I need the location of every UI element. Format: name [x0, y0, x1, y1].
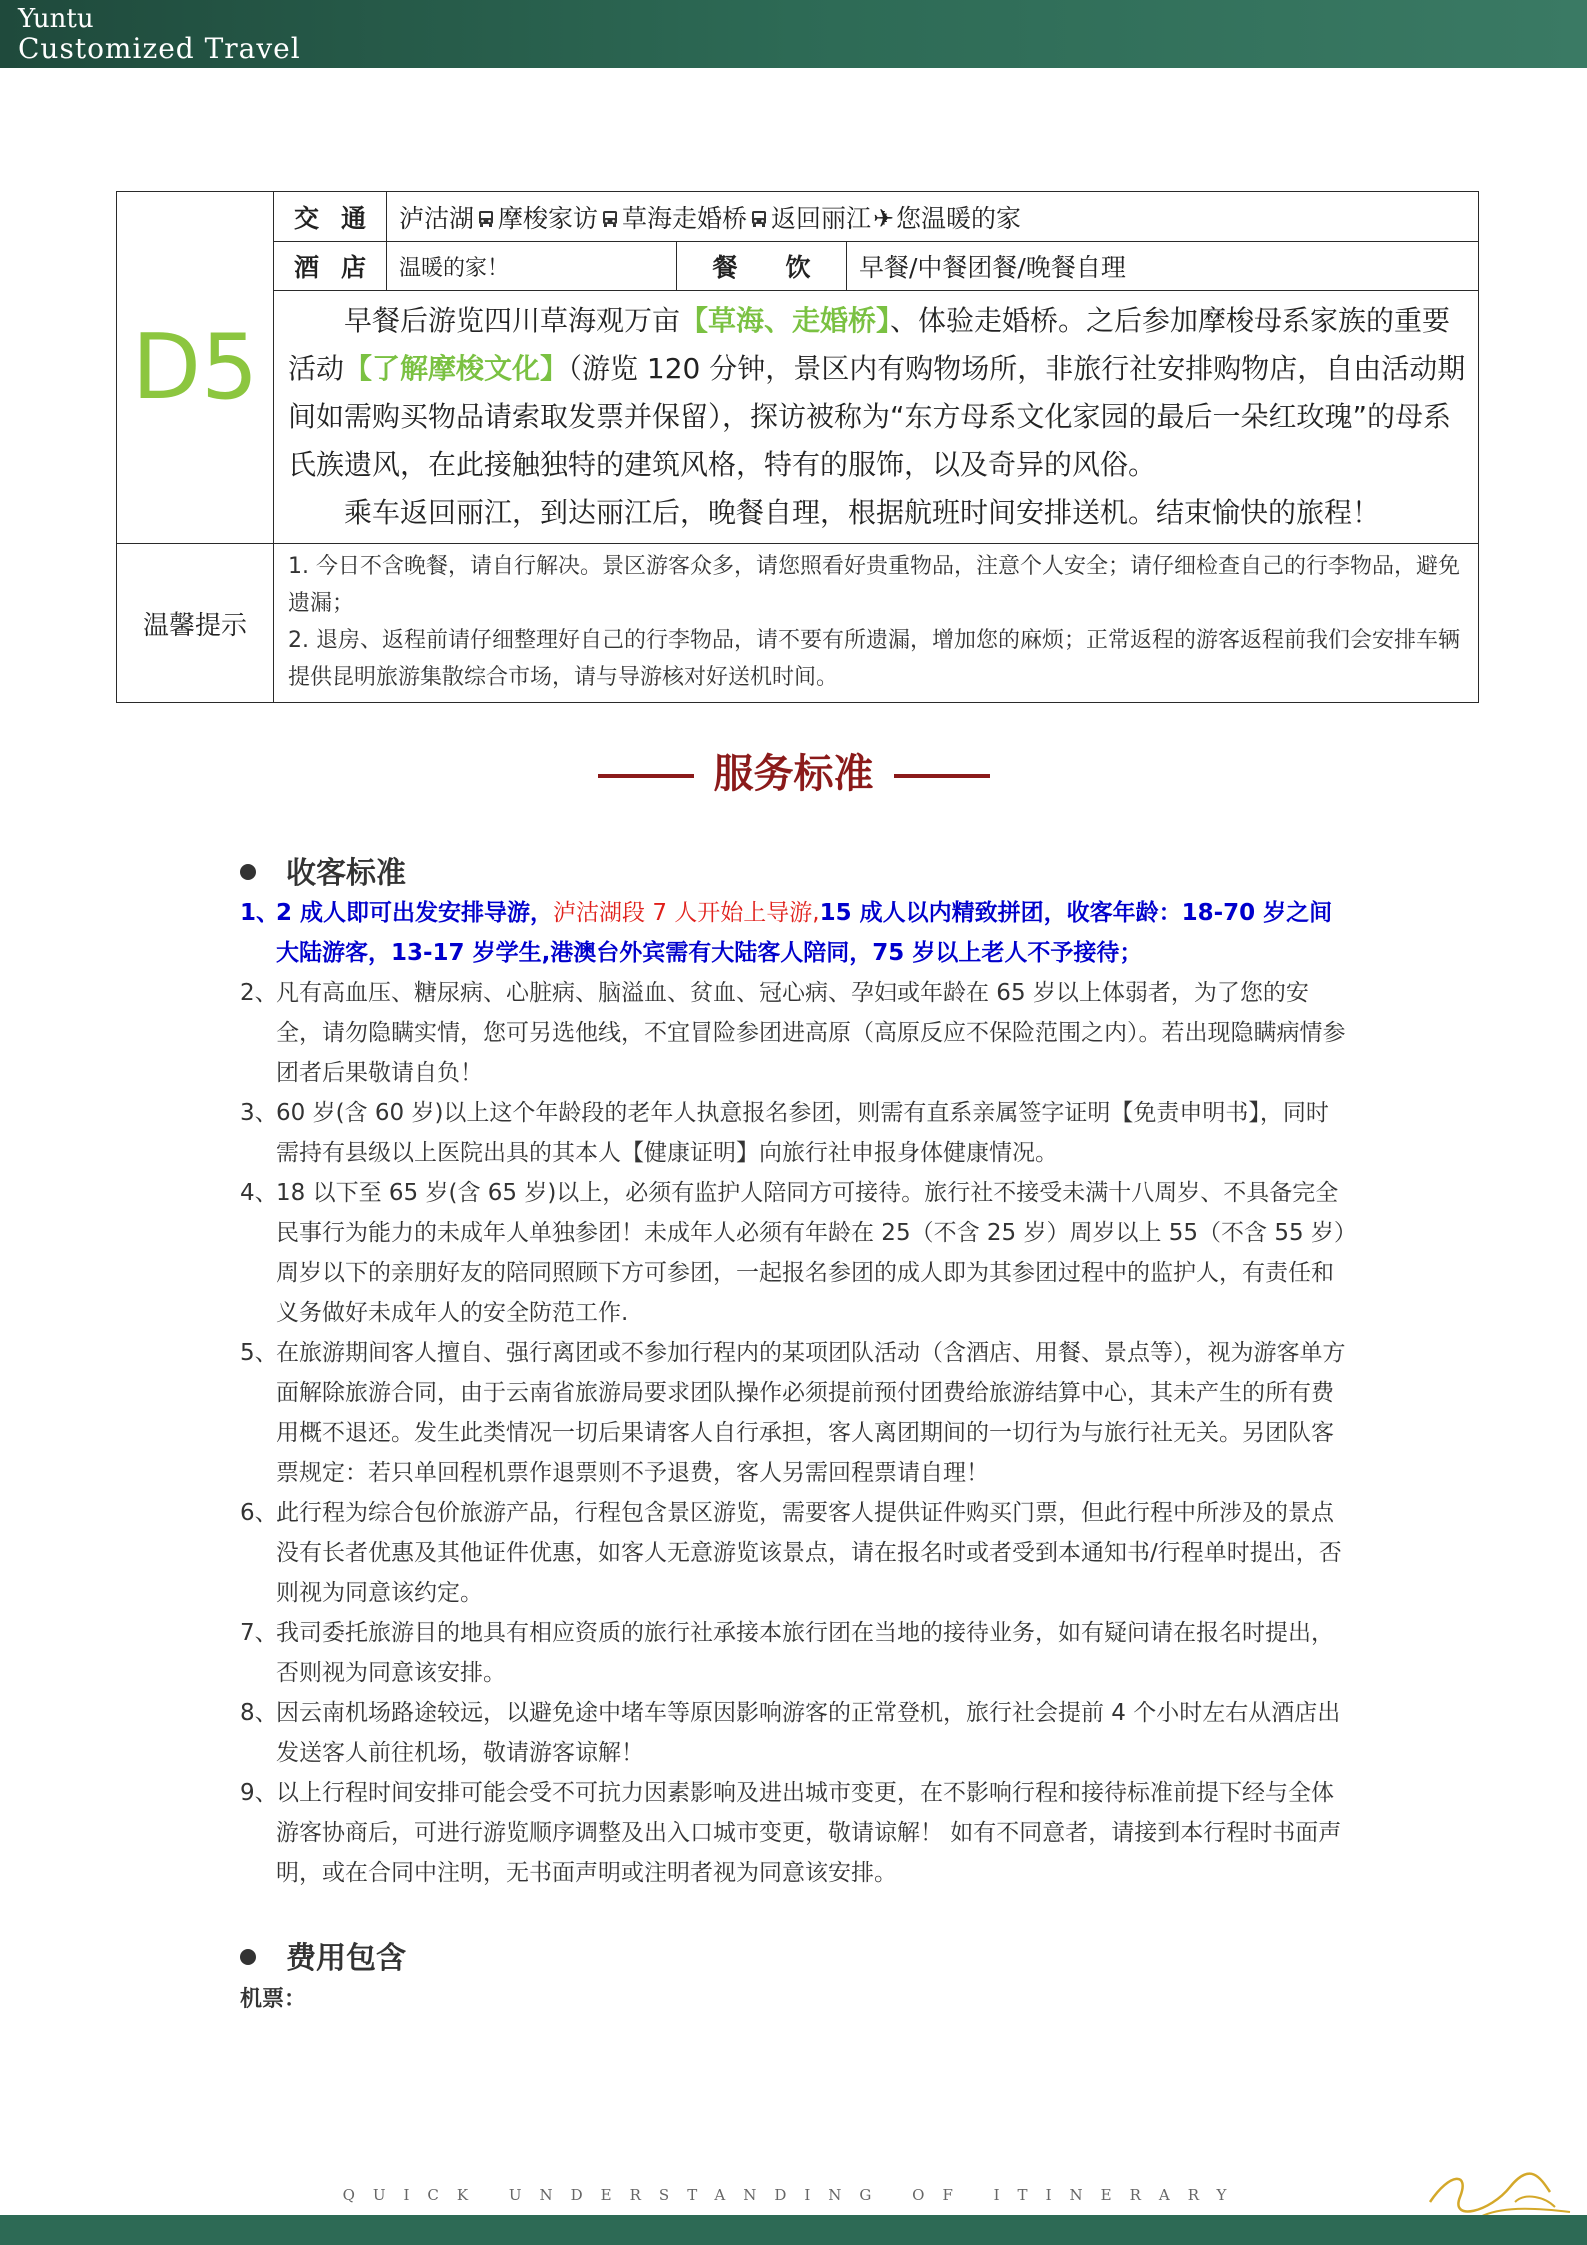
item-text-blue: 15 成人以内精致拼团，收客年龄：18-70 岁之间 大陆游客，13-17 岁学生,港澳台外宾需有大陆客人陪同，75 岁以上老人不予接待； — [276, 900, 1333, 966]
transport-label-2: 通 — [341, 203, 367, 233]
list-item — [240, 973, 1350, 1093]
description-paragraph-2: 乘车返回丽江，到达丽江后，晚餐自理，根据航班时间安排送机。结束愉快的旅程！ — [344, 496, 1381, 529]
list-item — [240, 1173, 1350, 1333]
list-item — [240, 893, 1350, 973]
brand-logo — [18, 4, 301, 64]
item-number: 7、 — [240, 1620, 278, 1646]
list-item — [240, 1693, 1350, 1773]
transport-route — [387, 192, 1479, 242]
fees-heading — [240, 1933, 406, 1977]
desc-text: （游览 120 分钟，景区内有购物场所，非旅行社安排购物店，自由活动期间如需购买物品请索取发票并保留），探访被称为“东方母系文化家园的最后一朵红玫瑰”的母系氏族遗风，在此接触独特的建筑风格，特有的服饰，以及奇异的风俗。 — [288, 352, 1466, 481]
list-item — [240, 1493, 1350, 1613]
item-text: 18 以下至 65 岁(含 65 岁)以上，必须有监护人陪同方可接待。旅行社不接受未满十八周岁、不具备完全民事行为能力的未成年人单独参团！未成年人必须有年龄在 25（不含 25 岁）周岁以上 55（不含 55 岁）周岁以下的亲朋好友的陪同照顾下方可参团，一起报名参团的成人即为其参团过程中的监护人，有责任和义务做好未成年人的安全防范工作. — [276, 1180, 1346, 1326]
hotel-label-1: 酒 — [293, 253, 319, 282]
bullet-icon — [240, 864, 256, 880]
brand-line-1: Yuntu — [18, 4, 94, 34]
tips-content — [274, 544, 1479, 703]
plane-icon: ✈ — [873, 203, 895, 233]
list-item — [240, 1333, 1350, 1493]
desc-text: 早餐后游览四川草海观万亩 — [344, 304, 681, 337]
title-rule-right — [894, 774, 990, 778]
hotel-value: 温暖的家！ — [387, 242, 677, 291]
route-stop: 您温暖的家 — [896, 203, 1022, 233]
item-text: 我司委托旅游目的地具有相应资质的旅行社承接本旅行团在当地的接待业务，如有疑问请在报名时提出，否则视为同意该安排。 — [276, 1620, 1334, 1686]
day-number: D5 — [117, 192, 274, 544]
item-number: 1、 — [240, 900, 280, 926]
section-title-text: 服务标准 — [713, 751, 874, 797]
item-text: 此行程为综合包价旅游产品，行程包含景区游览，需要客人提供证件购买门票，但此行程中所涉及的景点没有长者优惠及其他证件优惠，如客人无意游览该景点，请在报名时或者受到本通知书/行程单时提出，否则视为同意该约定。 — [276, 1500, 1342, 1606]
item-text: 在旅游期间客人擅自、强行离团或不参加行程内的某项团队活动（含酒店、用餐、景点等），视为游客单方面解除旅游合同，由于云南省旅游局要求团队操作必须提前预付团费给旅游结算中心，其未产生的所有费用概不退还。发生此类情况一切后果请客人自行承担，客人离团期间的一切行为与旅行社无关。另团队客票规定：若只单回程机票作退票则不予退费，客人另需回程票请自理！ — [276, 1340, 1346, 1486]
tip-item: 2. 退房、返程前请仔细整理好自己的行李物品，请不要有所遗漏，增加您的麻烦；正常返程的游客返程前我们会安排车辆提供昆明旅游集散综合市场，请与导游核对好送机时间。 — [288, 628, 1460, 690]
reception-heading — [240, 848, 406, 892]
bus-icon — [749, 209, 769, 229]
reception-heading-text: 收客标准 — [286, 856, 406, 891]
desc-highlight: 【了解摩梭文化】 — [344, 352, 569, 385]
route-stop: 草海走婚桥 — [622, 203, 748, 233]
transport-label-1: 交 — [293, 203, 319, 233]
description-paragraph-1 — [288, 297, 1466, 489]
meal-value: 早餐/中餐团餐/晚餐自理 — [847, 242, 1479, 291]
item-number: 3、 — [240, 1100, 278, 1126]
item-text-blue: 2 成人即可出发安排导游， — [276, 900, 554, 926]
day-itinerary-table — [116, 191, 1479, 703]
day-description — [274, 291, 1479, 544]
item-number: 5、 — [240, 1340, 278, 1366]
meal-label-1: 餐 — [712, 253, 738, 282]
title-rule-left — [598, 774, 694, 778]
item-number: 6、 — [240, 1500, 278, 1526]
bus-icon — [476, 209, 496, 229]
item-number: 4、 — [240, 1180, 278, 1206]
item-text: 凡有高血压、糖尿病、心脏病、脑溢血、贫血、冠心病、孕妇或年龄在 65 岁以上体弱者，为了您的安全，请勿隐瞒实情，您可另选他线，不宜冒险参团进高原（高原反应不保险范围之内）。若出现隐瞒病情参团者后果敬请自负！ — [276, 980, 1346, 1086]
route-stop: 返回丽江 — [771, 203, 872, 233]
reception-list — [240, 893, 1350, 1893]
footer-tagline: QUICK UNDERSTANDING OF ITINERARY — [342, 2186, 1245, 2204]
section-title — [0, 742, 1587, 802]
transport-label — [274, 192, 387, 242]
fees-heading-text: 费用包含 — [286, 1941, 406, 1976]
hotel-label — [274, 242, 387, 291]
airfare-subheading: 机票： — [240, 1987, 307, 2012]
meal-label-2: 饮 — [785, 253, 811, 282]
item-text: 以上行程时间安排可能会受不可抗力因素影响及进出城市变更，在不影响行程和接待标准前提下经与全体游客协商后，可进行游览顺序调整及出入口城市变更，敬请谅解！ 如有不同意者，请接到本行程时书面声明，或在合同中注明，无书面声明或注明者视为同意该安排。 — [276, 1780, 1342, 1886]
route-stop: 泸沽湖 — [399, 203, 475, 233]
desc-highlight: 【草海、走婚桥】 — [680, 304, 891, 337]
item-number: 9、 — [240, 1780, 278, 1806]
list-item — [240, 1773, 1350, 1893]
item-text-red: 泸沽湖段 7 人开始上导游, — [553, 900, 820, 926]
item-text: 因云南机场路途较远，以避免途中堵车等原因影响游客的正常登机，旅行社会提前 4 个小时左右从酒店出发送客人前往机场，敬请游客谅解！ — [276, 1700, 1341, 1766]
footer-band — [0, 2215, 1587, 2245]
item-number: 8、 — [240, 1700, 278, 1726]
hotel-label-2: 店 — [341, 253, 367, 282]
meal-label — [677, 242, 847, 291]
desc-text: 、体验走婚桥。之后参加摩梭母系家族的重要活动 — [288, 304, 1451, 385]
route-stop: 摩梭家访 — [498, 203, 599, 233]
item-number: 2、 — [240, 980, 278, 1006]
list-item — [240, 1093, 1350, 1173]
item-text: 60 岁(含 60 岁)以上这个年龄段的老年人执意报名参团，则需有直系亲属签字证明【免责申明书】，同时需持有县级以上医院出具的其本人【健康证明】向旅行社申报身体健康情况。 — [276, 1100, 1329, 1166]
list-item — [240, 1613, 1350, 1693]
tips-label: 温馨提示 — [117, 544, 274, 703]
bus-icon — [600, 209, 620, 229]
brand-line-2: Customized Travel — [18, 32, 301, 65]
bullet-icon — [240, 1949, 256, 1965]
tip-item: 1. 今日不含晚餐，请自行解决。景区游客众多，请您照看好贵重物品，注意个人安全；请仔细检查自己的行李物品，避免遗漏； — [288, 554, 1460, 616]
